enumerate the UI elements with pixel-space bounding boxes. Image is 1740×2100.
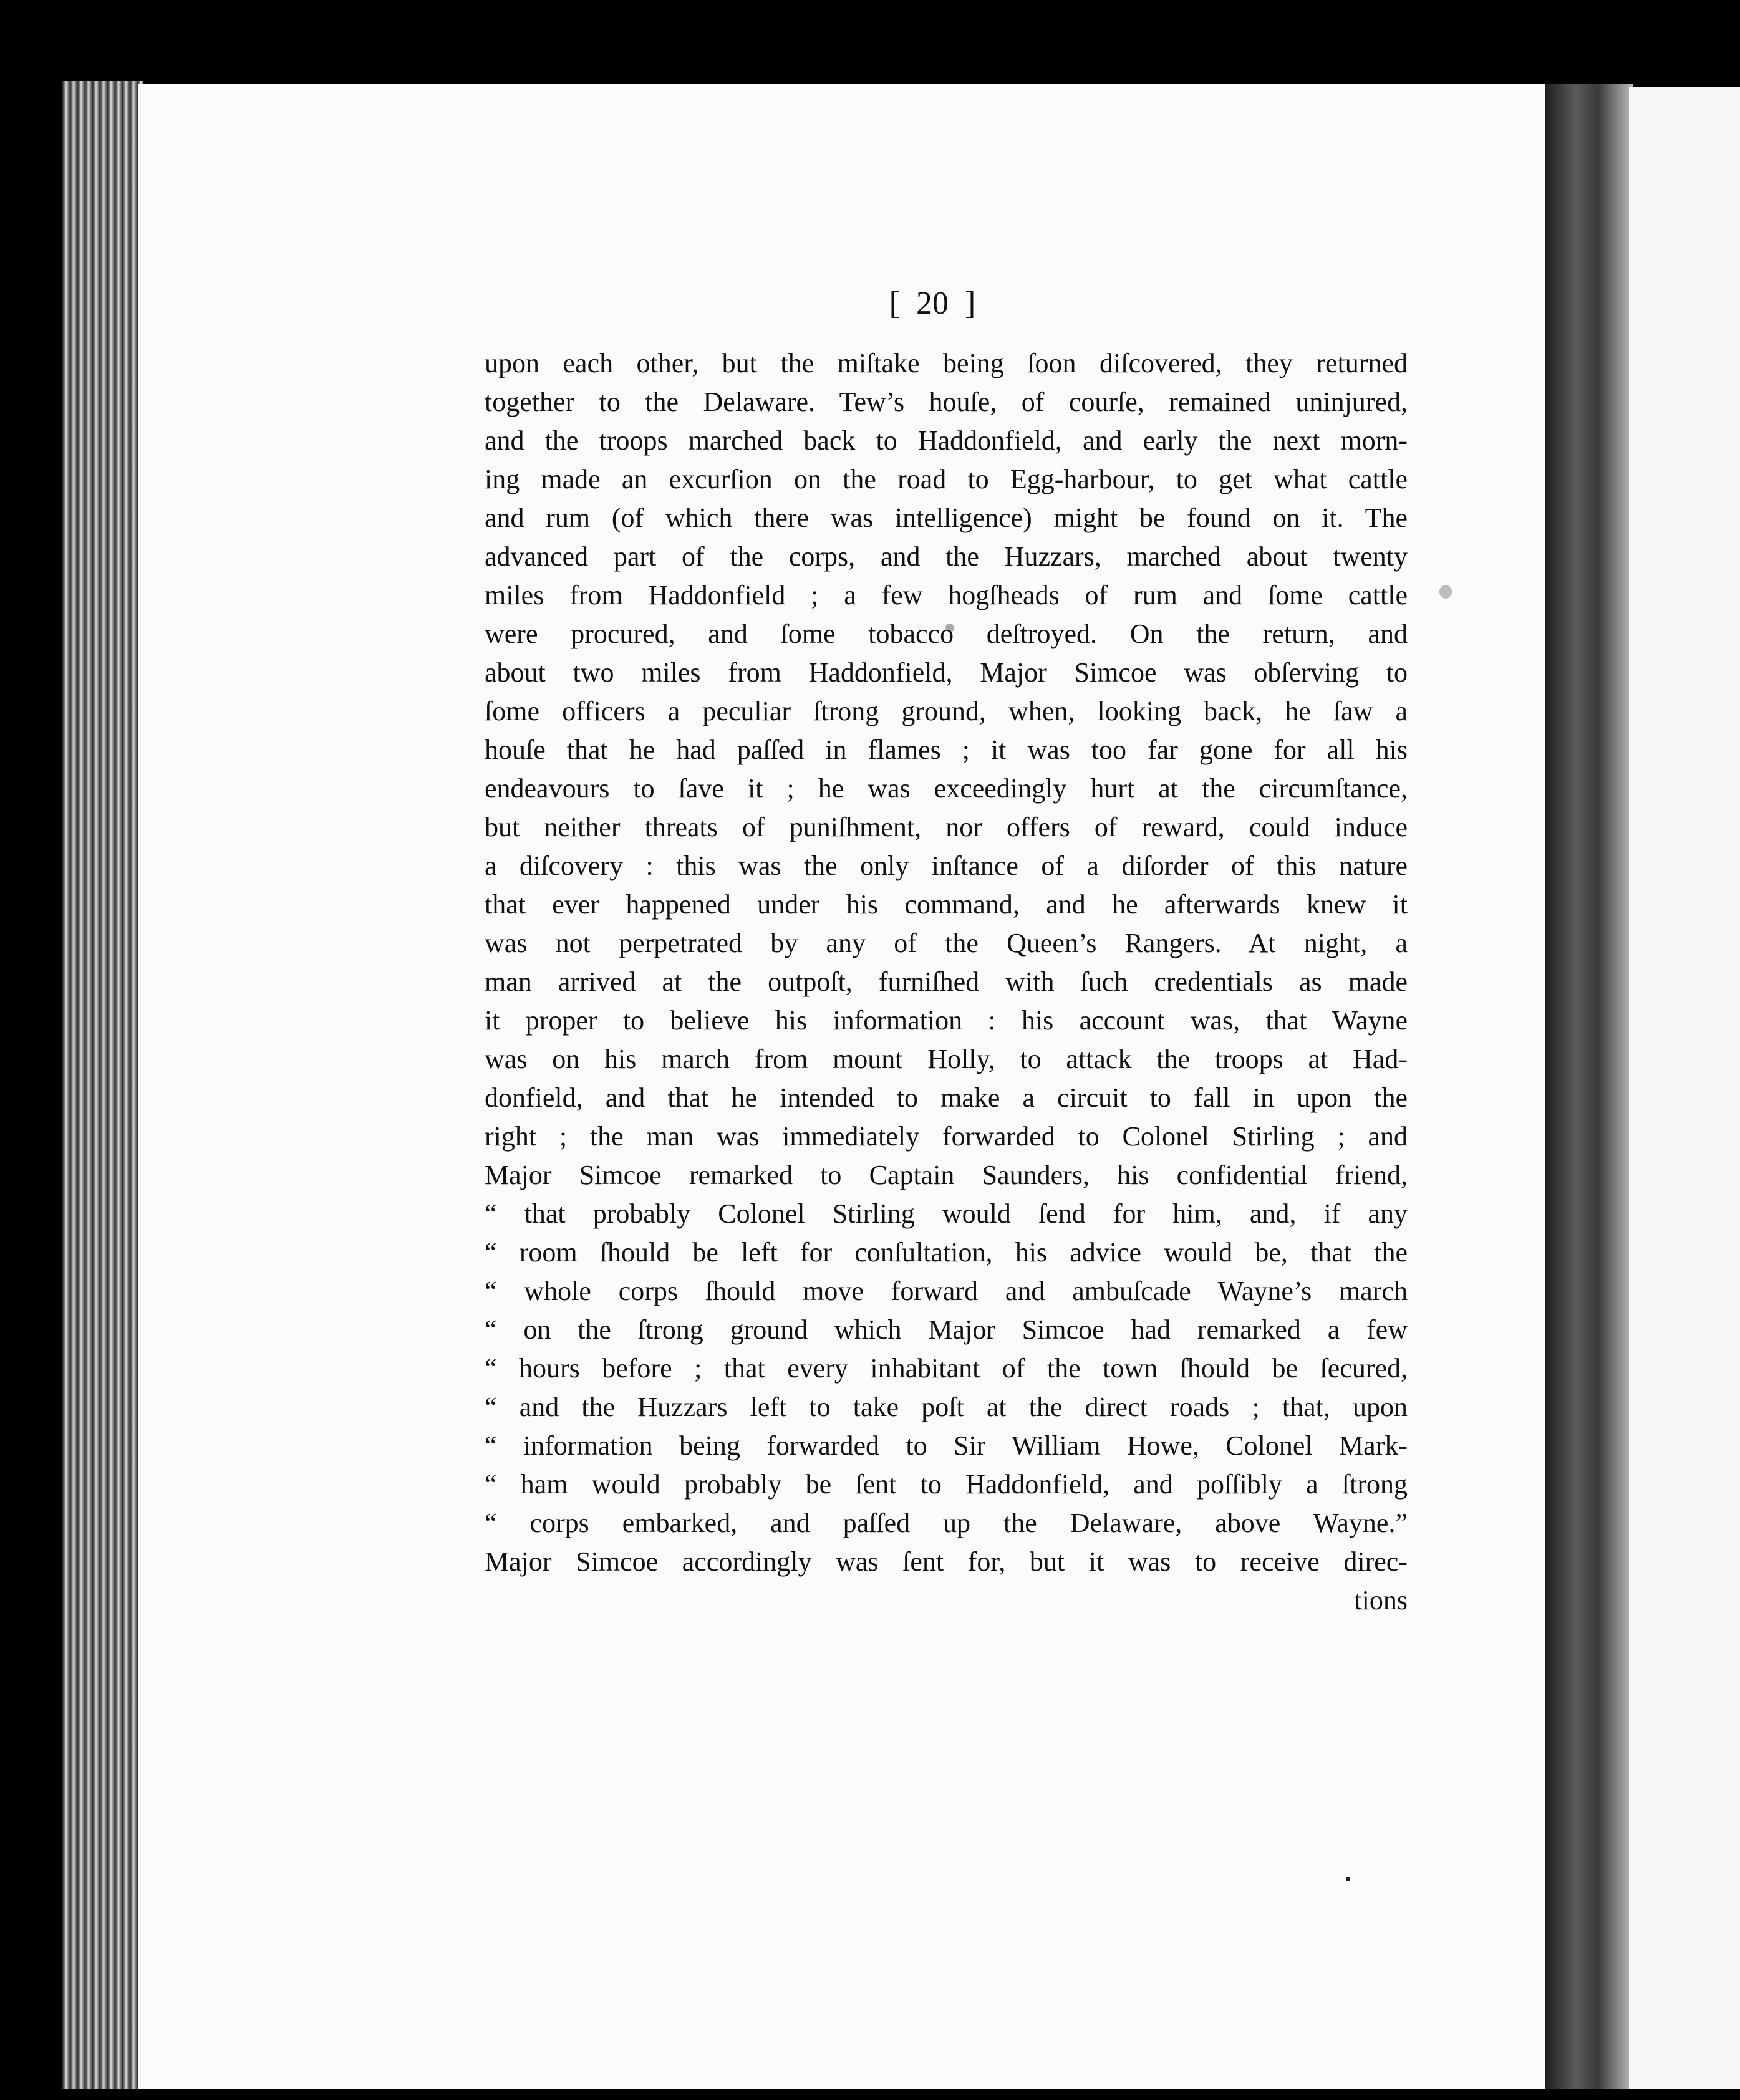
text-line: and the troops marched back to Haddonfield, and early the next morn- <box>485 425 1408 456</box>
text-line: was on his march from mount Holly, to attack the troops at Had- <box>485 1044 1408 1074</box>
quoted-text-line: “ information being forwarded to Sir William Howe, Colonel Mark- <box>485 1430 1408 1461</box>
text-line: a diſcovery : this was the only inſtance of a diſorder of this nature <box>485 850 1408 881</box>
quoted-text-line: “ ham would probably be ſent to Haddonfield, and poſſibly a ſtrong <box>485 1469 1408 1500</box>
paper-speck <box>1439 585 1452 599</box>
quoted-text-line: “ room ſhould be left for conſultation, his advice would be, that the <box>485 1237 1408 1268</box>
text-line: donfield, and that he intended to make a circuit to fall in upon the <box>485 1082 1408 1113</box>
quoted-text-line: “ corps embarked, and paſſed up the Delaware, above Wayne.” <box>485 1508 1408 1538</box>
text-line: Major Simcoe remarked to Captain Saunders, his confidential friend, <box>485 1160 1408 1190</box>
text-line: right ; the man was immediately forwarded to Colonel Stirling ; and <box>485 1121 1408 1152</box>
quoted-text-line: “ that probably Colonel Stirling would ſend for him, and, if any <box>485 1198 1408 1229</box>
text-line: Major Simcoe accordingly was ſent for, but it was to receive direc- <box>485 1546 1408 1577</box>
text-line: upon each other, but the miſtake being ſoon diſcovered, they returned <box>485 348 1408 378</box>
text-line: man arrived at the outpoſt, furniſhed with ſuch credentials as made <box>485 966 1408 997</box>
page-number-header: [ 20 ] <box>889 286 976 321</box>
text-line: that ever happened under his command, and he afterwards knew it <box>485 889 1408 920</box>
text-line: together to the Delaware. Tew’s houſe, of courſe, remained uninjured, <box>485 387 1408 417</box>
quoted-text-line: “ and the Huzzars left to take poſt at the direct roads ; that, upon <box>485 1392 1408 1422</box>
text-line: was not perpetrated by any of the Queen’s Rangers. At night, a <box>485 928 1408 958</box>
paper-speck <box>1346 1877 1350 1881</box>
text-line: were procured, and ſome tobacco deſtroyed. On the return, and <box>485 619 1408 649</box>
text-line: ſome officers a peculiar ſtrong ground, when, looking back, he ſaw a <box>485 696 1408 726</box>
quoted-text-line: “ hours before ; that every inhabitant of the town ſhould be ſecured, <box>485 1353 1408 1384</box>
text-line: endeavours to ſave it ; he was exceedingly hurt at the circumſtance, <box>485 773 1408 804</box>
quoted-text-line: “ whole corps ſhould move forward and ambuſcade Wayne’s march <box>485 1276 1408 1306</box>
text-line: it proper to believe his information : his account was, that Wayne <box>485 1005 1408 1036</box>
text-line: but neither threats of puniſhment, nor offers of reward, could induce <box>485 812 1408 842</box>
right-binding-shadow <box>1545 84 1633 2089</box>
left-page-edges <box>62 81 143 2089</box>
catchword: tions <box>1354 1585 1408 1616</box>
text-line: ing made an excurſion on the road to Egg-harbour, to get what cattle <box>485 464 1408 494</box>
text-line: about two miles from Haddonfield, Major Simcoe was obſerving to <box>485 657 1408 688</box>
text-line: houſe that he had paſſed in flames ; it was too far gone for all his <box>485 735 1408 765</box>
text-line: miles from Haddonfield ; a few hogſheads of rum and ſome cattle <box>485 580 1408 610</box>
text-line: and rum (of which there was intelligence) might be found on it. The <box>485 503 1408 533</box>
facing-page-edge <box>1629 87 1740 2089</box>
quoted-text-line: “ on the ſtrong ground which Major Simcoe had remarked a few <box>485 1314 1408 1345</box>
text-line: advanced part of the corps, and the Huzzars, marched about twenty <box>485 541 1408 572</box>
body-text <box>485 344 1408 1620</box>
